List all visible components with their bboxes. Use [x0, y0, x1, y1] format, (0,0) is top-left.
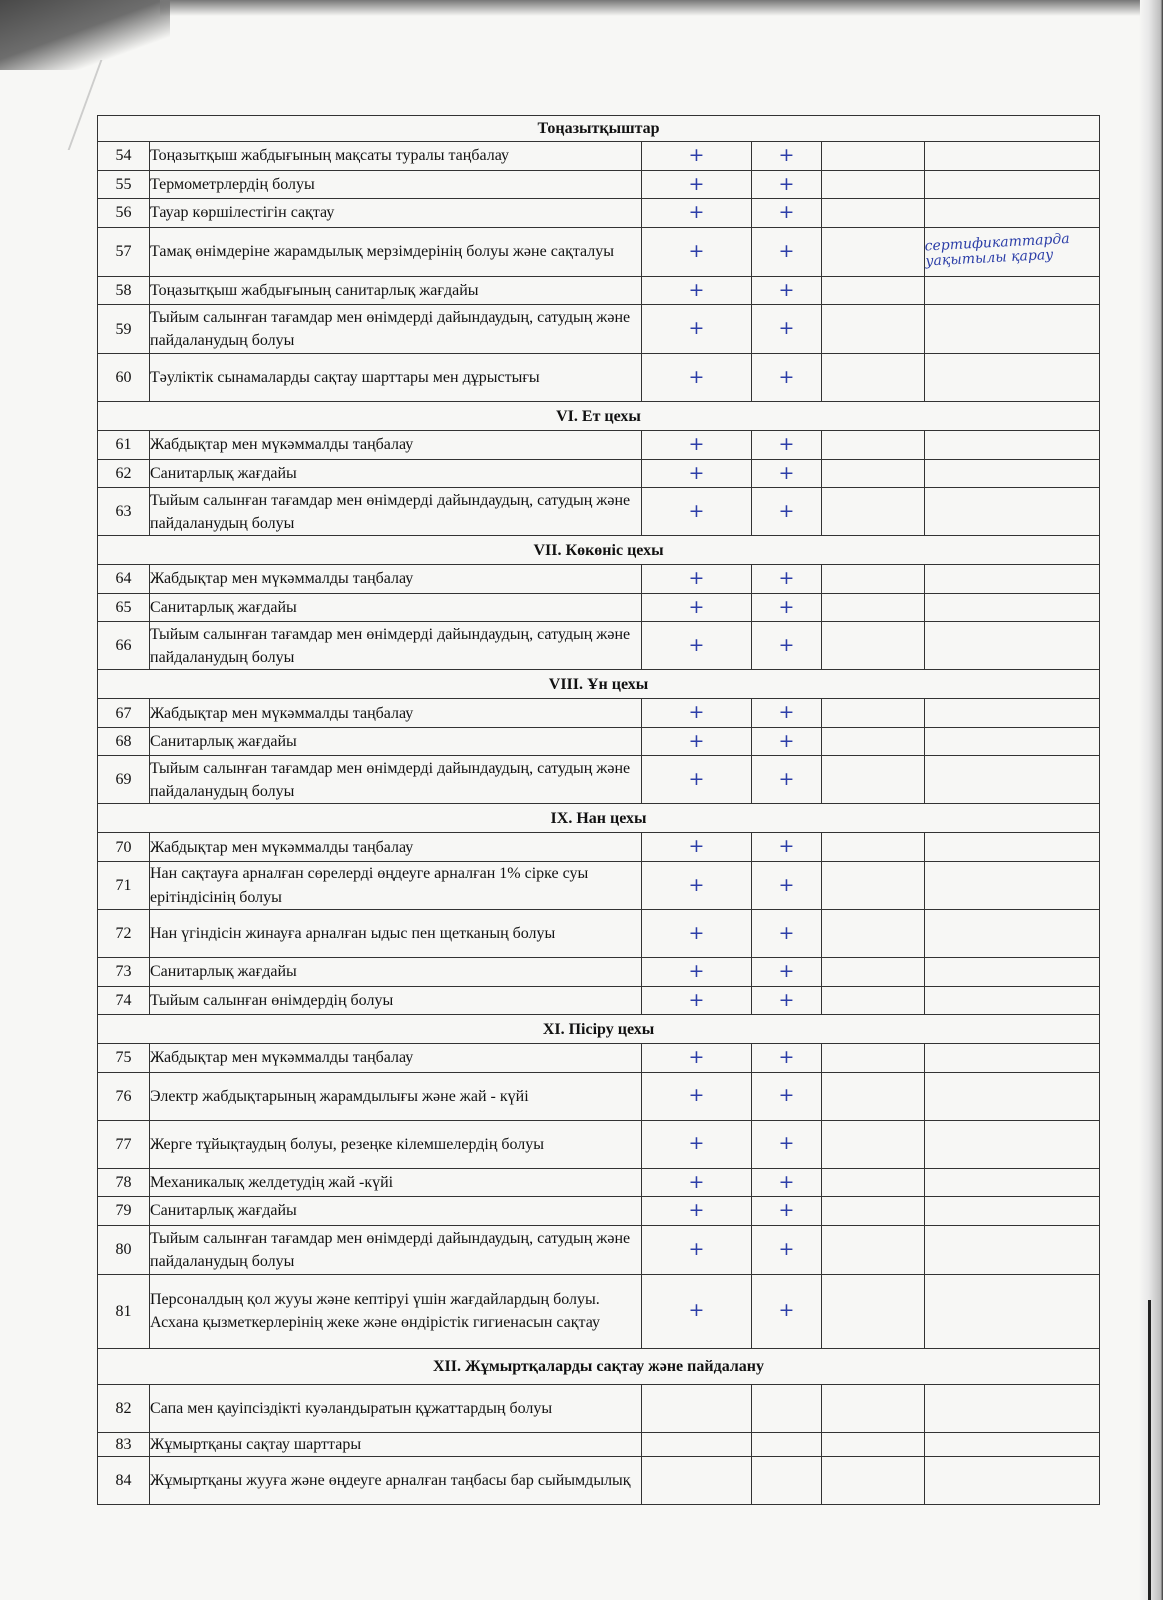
item-description: Жабдықтар мен мүкәммалды таңбалау — [150, 699, 642, 728]
check-mark-b — [752, 1384, 822, 1432]
empty-cell — [822, 276, 925, 305]
check-mark-a: + — [642, 699, 752, 728]
empty-cell — [822, 910, 925, 958]
table-row — [98, 910, 1100, 958]
section-title: IX. Нан цехы — [98, 804, 1100, 833]
empty-cell — [822, 622, 925, 670]
item-number: 70 — [98, 833, 150, 862]
handwritten-note — [925, 727, 1100, 756]
item-number: 65 — [98, 593, 150, 622]
item-number: 67 — [98, 699, 150, 728]
check-mark-a: + — [642, 958, 752, 987]
section-title: VIII. Ұн цехы — [98, 670, 1100, 699]
handwritten-note — [925, 986, 1100, 1015]
item-description: Тәуліктік сынамаларды сақтау шарттары мен дұрыстығы — [150, 354, 642, 402]
handwritten-note — [925, 305, 1100, 354]
item-description: Санитарлық жағдайы — [150, 727, 642, 756]
empty-cell — [822, 1384, 925, 1432]
item-description: Тоңазытқыш жабдығының мақсаты туралы таңбалау — [150, 142, 642, 171]
table-row — [98, 170, 1100, 199]
check-mark-b: + — [752, 1072, 822, 1120]
scan-shadow-corner — [0, 0, 170, 70]
item-number: 81 — [98, 1274, 150, 1348]
item-number: 61 — [98, 431, 150, 460]
scan-edge-line — [1148, 1300, 1151, 1600]
empty-cell — [822, 699, 925, 728]
item-description: Тыйым салынған тағамдар мен өнімдерді дайындаудың, сатудың және пайдаланудың болуы — [150, 756, 642, 804]
empty-cell — [822, 1120, 925, 1168]
check-mark-b: + — [752, 1274, 822, 1348]
item-number: 79 — [98, 1197, 150, 1226]
check-mark-a: + — [642, 1274, 752, 1348]
check-mark-a: + — [642, 1225, 752, 1274]
item-description: Санитарлық жағдайы — [150, 1197, 642, 1226]
item-number: 71 — [98, 862, 150, 910]
item-description: Нан үгіндісін жинауға арналған ыдыс пен щетканың болуы — [150, 910, 642, 958]
check-mark-a: + — [642, 227, 752, 276]
check-mark-a: + — [642, 488, 752, 536]
table-row — [98, 199, 1100, 228]
inspection-checklist-table — [97, 115, 1100, 1505]
item-number: 72 — [98, 910, 150, 958]
check-mark-a: + — [642, 1120, 752, 1168]
empty-cell — [822, 305, 925, 354]
item-description: Жұмыртқаны жууға және өңдеуге арналған таңбасы бар сыйымдылық — [150, 1456, 642, 1504]
check-mark-a: + — [642, 756, 752, 804]
empty-cell — [822, 199, 925, 228]
section-header-row — [98, 1348, 1100, 1384]
handwritten-note — [925, 862, 1100, 910]
empty-cell — [822, 1225, 925, 1274]
handwritten-note — [925, 431, 1100, 460]
check-mark-b: + — [752, 227, 822, 276]
item-number: 73 — [98, 958, 150, 987]
section-title: VI. Ет цехы — [98, 402, 1100, 431]
table-row — [98, 1225, 1100, 1274]
check-mark-b: + — [752, 986, 822, 1015]
empty-cell — [822, 1432, 925, 1456]
item-number: 77 — [98, 1120, 150, 1168]
empty-cell — [822, 459, 925, 488]
empty-cell — [822, 227, 925, 276]
check-mark-a: + — [642, 1044, 752, 1073]
item-description: Тауар көршілестігін сақтау — [150, 199, 642, 228]
check-mark-b: + — [752, 958, 822, 987]
section-header-row — [98, 670, 1100, 699]
section-header-row — [98, 116, 1100, 142]
check-mark-a: + — [642, 833, 752, 862]
item-description: Тыйым салынған тағамдар мен өнімдерді дайындаудың, сатудың және пайдаланудың болуы — [150, 1225, 642, 1274]
table-row — [98, 431, 1100, 460]
item-description: Тыйым салынған тағамдар мен өнімдерді дайындаудың, сатудың және пайдаланудың болуы — [150, 488, 642, 536]
empty-cell — [822, 170, 925, 199]
empty-cell — [822, 565, 925, 594]
check-mark-a: + — [642, 565, 752, 594]
empty-cell — [822, 986, 925, 1015]
scan-shadow-right — [1139, 0, 1163, 1600]
item-description: Нан сақтауға арналған сөрелерді өңдеуге арналған 1% сірке суы ерітіндісінің болуы — [150, 862, 642, 910]
item-number: 57 — [98, 227, 150, 276]
table-row — [98, 1168, 1100, 1197]
section-title: XI. Пісіру цехы — [98, 1015, 1100, 1044]
empty-cell — [822, 488, 925, 536]
table-row — [98, 305, 1100, 354]
check-mark-b: + — [752, 833, 822, 862]
item-number: 83 — [98, 1432, 150, 1456]
table-row — [98, 227, 1100, 276]
empty-cell — [822, 354, 925, 402]
handwritten-note — [925, 593, 1100, 622]
item-number: 74 — [98, 986, 150, 1015]
item-description: Жабдықтар мен мүкәммалды таңбалау — [150, 833, 642, 862]
check-mark-a: + — [642, 727, 752, 756]
handwritten-note — [925, 622, 1100, 670]
item-description: Жабдықтар мен мүкәммалды таңбалау — [150, 1044, 642, 1073]
check-mark-a: + — [642, 431, 752, 460]
item-number: 55 — [98, 170, 150, 199]
item-description: Термометрлердің болуы — [150, 170, 642, 199]
check-mark-a: + — [642, 862, 752, 910]
scan-shadow-top — [160, 0, 1140, 16]
empty-cell — [822, 756, 925, 804]
check-mark-b: + — [752, 142, 822, 171]
check-mark-b: + — [752, 862, 822, 910]
check-mark-b — [752, 1432, 822, 1456]
item-number: 58 — [98, 276, 150, 305]
check-mark-b — [752, 1456, 822, 1504]
item-number: 80 — [98, 1225, 150, 1274]
handwritten-note — [925, 1120, 1100, 1168]
item-description: Жабдықтар мен мүкәммалды таңбалау — [150, 565, 642, 594]
item-description: Санитарлық жағдайы — [150, 593, 642, 622]
table-row — [98, 1197, 1100, 1226]
item-description: Тоңазытқыш жабдығының санитарлық жағдайы — [150, 276, 642, 305]
table-row — [98, 862, 1100, 910]
item-number: 75 — [98, 1044, 150, 1073]
handwritten-note — [925, 1274, 1100, 1348]
table-row — [98, 488, 1100, 536]
table-row — [98, 276, 1100, 305]
item-description: Тыйым салынған тағамдар мен өнімдерді дайындаудың, сатудың және пайдаланудың болуы — [150, 622, 642, 670]
table-row — [98, 756, 1100, 804]
table-row — [98, 593, 1100, 622]
item-description: Жұмыртқаны сақтау шарттары — [150, 1432, 642, 1456]
empty-cell — [822, 727, 925, 756]
empty-cell — [822, 1197, 925, 1226]
item-description: Электр жабдықтарының жарамдылығы және жай - күйі — [150, 1072, 642, 1120]
table-row — [98, 699, 1100, 728]
check-mark-b: + — [752, 305, 822, 354]
item-description: Санитарлық жағдайы — [150, 459, 642, 488]
handwritten-note — [925, 142, 1100, 171]
check-mark-b: + — [752, 756, 822, 804]
item-description: Санитарлық жағдайы — [150, 958, 642, 987]
table-row — [98, 1274, 1100, 1348]
item-number: 54 — [98, 142, 150, 171]
table-row — [98, 1120, 1100, 1168]
item-number: 82 — [98, 1384, 150, 1432]
check-mark-b: + — [752, 488, 822, 536]
empty-cell — [822, 862, 925, 910]
handwritten-note — [925, 488, 1100, 536]
handwritten-note — [925, 756, 1100, 804]
check-mark-a: + — [642, 1168, 752, 1197]
check-mark-b: + — [752, 699, 822, 728]
item-number: 60 — [98, 354, 150, 402]
item-number: 64 — [98, 565, 150, 594]
check-mark-a: + — [642, 142, 752, 171]
item-number: 78 — [98, 1168, 150, 1197]
check-mark-a: + — [642, 910, 752, 958]
handwritten-note — [925, 1168, 1100, 1197]
check-mark-b: + — [752, 593, 822, 622]
check-mark-b: + — [752, 170, 822, 199]
check-mark-a: + — [642, 170, 752, 199]
section-header-row — [98, 536, 1100, 565]
table-row — [98, 565, 1100, 594]
check-mark-a: + — [642, 276, 752, 305]
section-title: XII. Жұмыртқаларды сақтау және пайдалану — [98, 1348, 1100, 1384]
handwritten-note — [925, 459, 1100, 488]
check-mark-a: + — [642, 622, 752, 670]
check-mark-a: + — [642, 986, 752, 1015]
check-mark-a: + — [642, 593, 752, 622]
check-mark-b: + — [752, 199, 822, 228]
item-number: 56 — [98, 199, 150, 228]
handwritten-note-text: сертификаттарда уақытылы қарау — [924, 231, 1071, 271]
table-row — [98, 1456, 1100, 1504]
item-number: 59 — [98, 305, 150, 354]
check-mark-b: + — [752, 565, 822, 594]
handwritten-note — [925, 1456, 1100, 1504]
table-row — [98, 958, 1100, 987]
item-number: 62 — [98, 459, 150, 488]
item-description: Жерге тұйықтаудың болуы, резеңке кілемшелердің болуы — [150, 1120, 642, 1168]
handwritten-note — [925, 833, 1100, 862]
empty-cell — [822, 958, 925, 987]
handwritten-note — [925, 1044, 1100, 1073]
table-row — [98, 622, 1100, 670]
table-row — [98, 986, 1100, 1015]
check-mark-a — [642, 1432, 752, 1456]
empty-cell — [822, 1456, 925, 1504]
handwritten-note — [925, 1197, 1100, 1226]
handwritten-note — [925, 958, 1100, 987]
check-mark-a: + — [642, 459, 752, 488]
empty-cell — [822, 1072, 925, 1120]
section-header-row — [98, 804, 1100, 833]
handwritten-note — [925, 1384, 1100, 1432]
check-mark-b: + — [752, 459, 822, 488]
item-description: Сапа мен қауіпсіздікті куәландыратын құжаттардың болуы — [150, 1384, 642, 1432]
check-mark-a: + — [642, 1072, 752, 1120]
item-description: Тыйым салынған өнімдердің болуы — [150, 986, 642, 1015]
empty-cell — [822, 142, 925, 171]
item-number: 69 — [98, 756, 150, 804]
section-header-row — [98, 1015, 1100, 1044]
check-mark-b: + — [752, 910, 822, 958]
item-description: Персоналдың қол жууы және кептіруі үшін жағдайлардың болуы. Асхана қызметкерлерінің жеке және өндірістік гигиенасын сақтау — [150, 1274, 642, 1348]
check-mark-b: + — [752, 276, 822, 305]
empty-cell — [822, 1044, 925, 1073]
item-number: 68 — [98, 727, 150, 756]
check-mark-b: + — [752, 1225, 822, 1274]
table-row — [98, 1432, 1100, 1456]
handwritten-note — [925, 276, 1100, 305]
handwritten-note — [925, 699, 1100, 728]
check-mark-a: + — [642, 305, 752, 354]
item-description: Тыйым салынған тағамдар мен өнімдерді дайындаудың, сатудың және пайдаланудың болуы — [150, 305, 642, 354]
handwritten-note — [925, 1072, 1100, 1120]
item-description: Жабдықтар мен мүкәммалды таңбалау — [150, 431, 642, 460]
table-row — [98, 727, 1100, 756]
item-number: 63 — [98, 488, 150, 536]
section-title: Тоңазытқыштар — [98, 116, 1100, 142]
handwritten-note — [925, 1432, 1100, 1456]
section-title: VII. Көкөніс цехы — [98, 536, 1100, 565]
check-mark-b: + — [752, 1168, 822, 1197]
section-header-row — [98, 402, 1100, 431]
check-mark-a: + — [642, 354, 752, 402]
handwritten-note — [925, 1225, 1100, 1274]
handwritten-note — [925, 227, 1100, 276]
handwritten-note — [925, 170, 1100, 199]
checklist-body — [98, 116, 1100, 1505]
table-row — [98, 142, 1100, 171]
item-number: 76 — [98, 1072, 150, 1120]
check-mark-b: + — [752, 354, 822, 402]
handwritten-note — [925, 910, 1100, 958]
check-mark-b: + — [752, 431, 822, 460]
empty-cell — [822, 593, 925, 622]
table-row — [98, 833, 1100, 862]
handwritten-note — [925, 354, 1100, 402]
handwritten-note — [925, 199, 1100, 228]
check-mark-a — [642, 1384, 752, 1432]
table-row — [98, 354, 1100, 402]
check-mark-b: + — [752, 1120, 822, 1168]
check-mark-a: + — [642, 199, 752, 228]
empty-cell — [822, 1168, 925, 1197]
empty-cell — [822, 833, 925, 862]
empty-cell — [822, 431, 925, 460]
item-number: 66 — [98, 622, 150, 670]
item-number: 84 — [98, 1456, 150, 1504]
check-mark-b: + — [752, 1197, 822, 1226]
check-mark-a: + — [642, 1197, 752, 1226]
check-mark-a — [642, 1456, 752, 1504]
check-mark-b: + — [752, 1044, 822, 1073]
item-description: Тамақ өнімдеріне жарамдылық мерзімдерінің болуы және сақталуы — [150, 227, 642, 276]
table-row — [98, 1384, 1100, 1432]
table-row — [98, 1072, 1100, 1120]
check-mark-b: + — [752, 727, 822, 756]
handwritten-note — [925, 565, 1100, 594]
table-row — [98, 459, 1100, 488]
empty-cell — [822, 1274, 925, 1348]
table-row — [98, 1044, 1100, 1073]
check-mark-b: + — [752, 622, 822, 670]
item-description: Механикалық желдетудің жай -күйі — [150, 1168, 642, 1197]
